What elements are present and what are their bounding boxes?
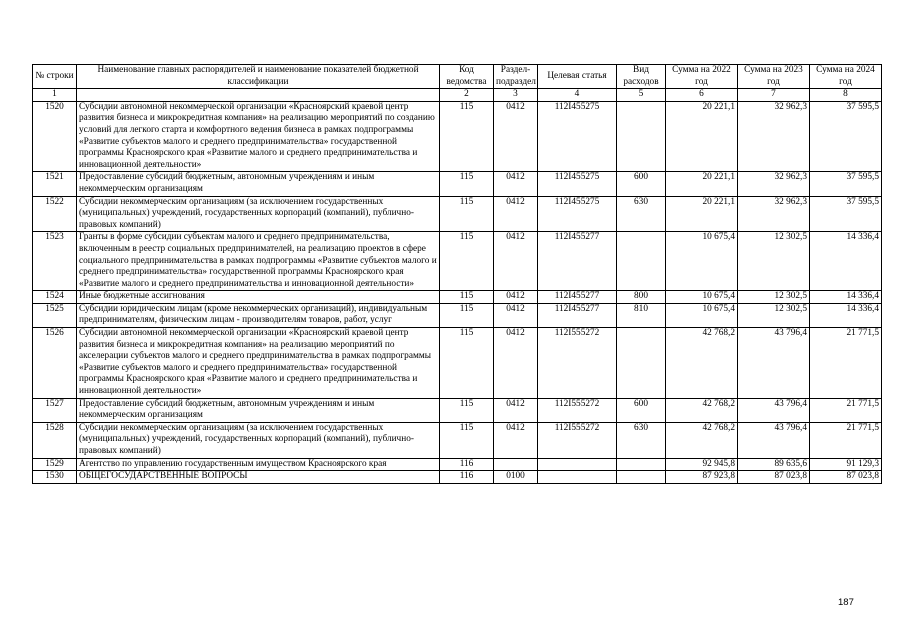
row-section-code: 0412 (494, 172, 538, 196)
budget-table (32, 64, 882, 484)
row-expense-type: 600 (617, 172, 666, 196)
col-header-2022: Сумма на 2022 год (666, 65, 738, 89)
row-amount-2024: 37 595,5 (810, 101, 882, 172)
row-target-article: 112I555272 (538, 328, 617, 399)
row-number: 1526 (33, 328, 77, 399)
row-expense-type (617, 458, 666, 471)
row-amount-2022: 10 675,4 (666, 303, 738, 327)
row-section-code: 0412 (494, 196, 538, 232)
row-amount-2022: 92 945,8 (666, 458, 738, 471)
row-amount-2022: 10 675,4 (666, 291, 738, 304)
row-section-code: 0412 (494, 101, 538, 172)
col-header-type: Вид расходов (617, 65, 666, 89)
row-number: 1525 (33, 303, 77, 327)
row-dept-code: 115 (440, 291, 494, 304)
row-target-article: 112I555272 (538, 422, 617, 458)
col-header-num: № строки (33, 65, 77, 89)
row-name: Предоставление субсидий бюджетным, автономным учреждениям и иным некоммерческим организациям (77, 172, 440, 196)
row-dept-code: 115 (440, 101, 494, 172)
row-number: 1520 (33, 101, 77, 172)
row-section-code: 0412 (494, 398, 538, 422)
col-header-dept: Код ведомства (440, 65, 494, 89)
row-number: 1523 (33, 232, 77, 291)
row-amount-2022: 87 923,8 (666, 471, 738, 484)
row-amount-2023: 32 962,3 (738, 101, 810, 172)
row-amount-2024: 37 595,5 (810, 196, 882, 232)
row-dept-code: 115 (440, 196, 494, 232)
col-number (77, 89, 440, 102)
row-target-article (538, 458, 617, 471)
row-dept-code: 115 (440, 422, 494, 458)
table-row (33, 422, 882, 458)
table-row (33, 172, 882, 196)
row-name: Субсидии юридическим лицам (кроме некоммерческих организаций), индивидуальным предпринимателям, физическим лицам - производителям товаров, работ, услуг (77, 303, 440, 327)
row-number: 1530 (33, 471, 77, 484)
col-number: 3 (494, 89, 538, 102)
row-target-article: 112I455277 (538, 303, 617, 327)
row-amount-2022: 42 768,2 (666, 398, 738, 422)
table-row (33, 398, 882, 422)
row-amount-2022: 20 221,1 (666, 196, 738, 232)
row-expense-type: 810 (617, 303, 666, 327)
row-amount-2024: 14 336,4 (810, 291, 882, 304)
row-amount-2023: 12 302,5 (738, 232, 810, 291)
table-row (33, 291, 882, 304)
row-amount-2023: 12 302,5 (738, 291, 810, 304)
col-number: 7 (738, 89, 810, 102)
col-header-target: Целевая статья (538, 65, 617, 89)
col-header-section: Раздел-подраздел (494, 65, 538, 89)
row-target-article: 112I455277 (538, 291, 617, 304)
row-name: Субсидии некоммерческим организациям (за исключением государственных (муниципальных) учреждений, государственных корпораций (компаний), публично-правовых компаний) (77, 422, 440, 458)
row-amount-2024: 21 771,5 (810, 328, 882, 399)
row-name: ОБЩЕГОСУДАРСТВЕННЫЕ ВОПРОСЫ (77, 471, 440, 484)
row-expense-type: 630 (617, 422, 666, 458)
row-name: Субсидии автономной некоммерческой организации «Красноярский краевой центр развития бизнеса и микрокредитная компания» на реализацию мероприятий по акселерации субъектов малого и среднего предпринимательства в рамках подпрограммы «Развитие субъектов малого и среднего предпринимательства» государственной программы Красноярского края «Развитие малого и среднего предпринимательства и инновационной деятельности» (77, 328, 440, 399)
row-amount-2024: 87 023,8 (810, 471, 882, 484)
row-amount-2023: 32 962,3 (738, 196, 810, 232)
row-amount-2023: 87 023,8 (738, 471, 810, 484)
row-target-article: 112I555272 (538, 398, 617, 422)
table-row (33, 232, 882, 291)
col-header-2023: Сумма на 2023 год (738, 65, 810, 89)
row-section-code: 0412 (494, 328, 538, 399)
table-row (33, 196, 882, 232)
row-section-code: 0412 (494, 291, 538, 304)
col-header-2024: Сумма на 2024 год (810, 65, 882, 89)
row-amount-2022: 20 221,1 (666, 172, 738, 196)
row-amount-2024: 21 771,5 (810, 422, 882, 458)
row-expense-type (617, 232, 666, 291)
table-row (33, 303, 882, 327)
column-number-row (33, 89, 882, 102)
row-amount-2022: 42 768,2 (666, 422, 738, 458)
page-number: 187 (838, 597, 854, 608)
row-amount-2024: 91 129,3 (810, 458, 882, 471)
row-amount-2024: 14 336,4 (810, 303, 882, 327)
row-name: Иные бюджетные ассигнования (77, 291, 440, 304)
row-amount-2022: 20 221,1 (666, 101, 738, 172)
row-name: Субсидии автономной некоммерческой организации «Красноярский краевой центр развития бизнеса и микрокредитная компания» на реализацию мероприятий по созданию условий для легкого старта и комфортного ведения бизнеса в рамках подпрограммы «Развитие субъектов малого и среднего предпринимательства» государственной программы Красноярского края «Развитие малого и среднего предпринимательства и инновационной деятельности» (77, 101, 440, 172)
row-amount-2022: 42 768,2 (666, 328, 738, 399)
row-section-code (494, 458, 538, 471)
row-dept-code: 115 (440, 172, 494, 196)
table-row (33, 101, 882, 172)
row-number: 1527 (33, 398, 77, 422)
row-amount-2023: 43 796,4 (738, 422, 810, 458)
row-name: Гранты в форме субсидии субъектам малого и среднего предпринимательства, включенным в реестр социальных предпринимателей, на реализацию проектов в сфере социального предпринимательства в рамках подпрограммы «Развитие субъектов малого и среднего предпринимательства» государственной программы Красноярского края «Развитие малого и среднего предпринимательства и инновационной деятельности» (77, 232, 440, 291)
row-dept-code: 115 (440, 398, 494, 422)
row-expense-type: 630 (617, 196, 666, 232)
row-number: 1522 (33, 196, 77, 232)
table-row (33, 328, 882, 399)
row-section-code: 0412 (494, 232, 538, 291)
col-number: 5 (617, 89, 666, 102)
row-section-code: 0412 (494, 303, 538, 327)
row-amount-2023: 32 962,3 (738, 172, 810, 196)
row-section-code: 0412 (494, 422, 538, 458)
table-body (33, 101, 882, 483)
row-target-article (538, 471, 617, 484)
row-amount-2023: 89 635,6 (738, 458, 810, 471)
row-dept-code: 116 (440, 471, 494, 484)
row-dept-code: 115 (440, 303, 494, 327)
row-dept-code: 115 (440, 328, 494, 399)
table-row (33, 458, 882, 471)
row-section-code: 0100 (494, 471, 538, 484)
row-expense-type (617, 328, 666, 399)
row-amount-2024: 21 771,5 (810, 398, 882, 422)
row-name: Субсидии некоммерческим организациям (за исключением государственных (муниципальных) учреждений, государственных корпораций (компаний), публично-правовых компаний) (77, 196, 440, 232)
row-name: Предоставление субсидий бюджетным, автономным учреждениям и иным некоммерческим организациям (77, 398, 440, 422)
row-amount-2024: 14 336,4 (810, 232, 882, 291)
row-amount-2022: 10 675,4 (666, 232, 738, 291)
row-name: Агентство по управлению государственным имуществом Красноярского края (77, 458, 440, 471)
row-target-article: 112I455275 (538, 172, 617, 196)
row-dept-code: 115 (440, 232, 494, 291)
row-number: 1521 (33, 172, 77, 196)
row-number: 1529 (33, 458, 77, 471)
col-number: 2 (440, 89, 494, 102)
table-row (33, 471, 882, 484)
row-amount-2024: 37 595,5 (810, 172, 882, 196)
row-amount-2023: 12 302,5 (738, 303, 810, 327)
col-number: 8 (810, 89, 882, 102)
row-dept-code: 116 (440, 458, 494, 471)
col-number: 4 (538, 89, 617, 102)
row-number: 1528 (33, 422, 77, 458)
row-number: 1524 (33, 291, 77, 304)
col-header-name: Наименование главных распорядителей и наименование показателей бюджетной классификации (77, 65, 440, 89)
row-expense-type (617, 471, 666, 484)
row-amount-2023: 43 796,4 (738, 328, 810, 399)
row-amount-2023: 43 796,4 (738, 398, 810, 422)
row-target-article: 112I455275 (538, 101, 617, 172)
col-number: 6 (666, 89, 738, 102)
col-number: 1 (33, 89, 77, 102)
row-expense-type (617, 101, 666, 172)
row-expense-type: 600 (617, 398, 666, 422)
row-target-article: 112I455277 (538, 232, 617, 291)
row-target-article: 112I455275 (538, 196, 617, 232)
header-row (33, 65, 882, 89)
row-expense-type: 800 (617, 291, 666, 304)
